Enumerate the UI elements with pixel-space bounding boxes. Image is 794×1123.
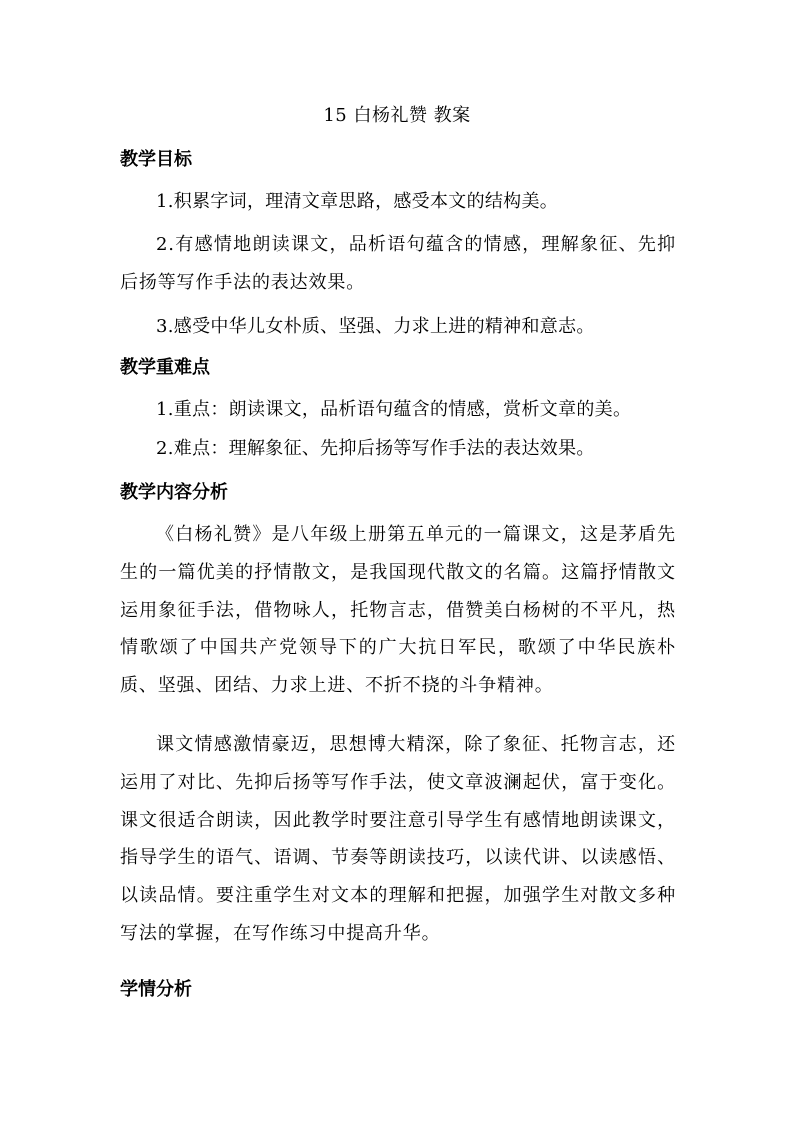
key-point-item-2: 2.难点：理解象征、先抑后扬等写作手法的表达效果。 (156, 438, 595, 459)
section-heading-key-points: 教学重难点 (120, 357, 210, 378)
section-heading-student-analysis: 学情分析 (120, 979, 192, 1000)
goal-item-2: 2.有感情地朗读课文，品析语句蕴含的情感，理解象征、先抑后扬等写作手法的表达效果。 (120, 234, 676, 293)
key-point-item-1: 1.重点：朗读课文，品析语句蕴含的情感，赏析文章的美。 (156, 399, 632, 420)
content-paragraph-1: 《白杨礼赞》是八年级上册第五单元的一篇课文，这是茅盾先生的一篇优美的抒情散文，是我国现代散文的名篇。这篇抒情散文运用象征手法，借物咏人，托物言志，借赞美白杨树的不平凡，热情歌颂了中国共产党领导下的广大抗日军民，歌颂了中华民族朴质、坚强、团结、力求上进、不折不挠的斗争精神。 (120, 524, 676, 697)
goal-item-3: 3.感受中华儿女朴质、坚强、力求上进的精神和意志。 (156, 316, 595, 337)
document-title: 15 白杨礼赞 教案 (323, 105, 471, 126)
section-heading-content-analysis: 教学内容分析 (120, 482, 228, 503)
section-heading-goals: 教学目标 (120, 149, 192, 170)
goal-item-1: 1.积累字词，理清文章思路，感受本文的结构美。 (156, 191, 559, 212)
content-paragraph-2: 课文情感激情豪迈，思想博大精深，除了象征、托物言志，还运用了对比、先抑后扬等写作手法，使文章波澜起伏，富于变化。课文很适合朗读，因此教学时要注意引导学生有感情地朗读课文，指导学生的语气、语调、节奏等朗读技巧，以读代讲、以读感悟、以读品情。要注重学生对文本的理解和把握，加强学生对散文多种写法的掌握，在写作练习中提高升华。 (120, 734, 676, 944)
